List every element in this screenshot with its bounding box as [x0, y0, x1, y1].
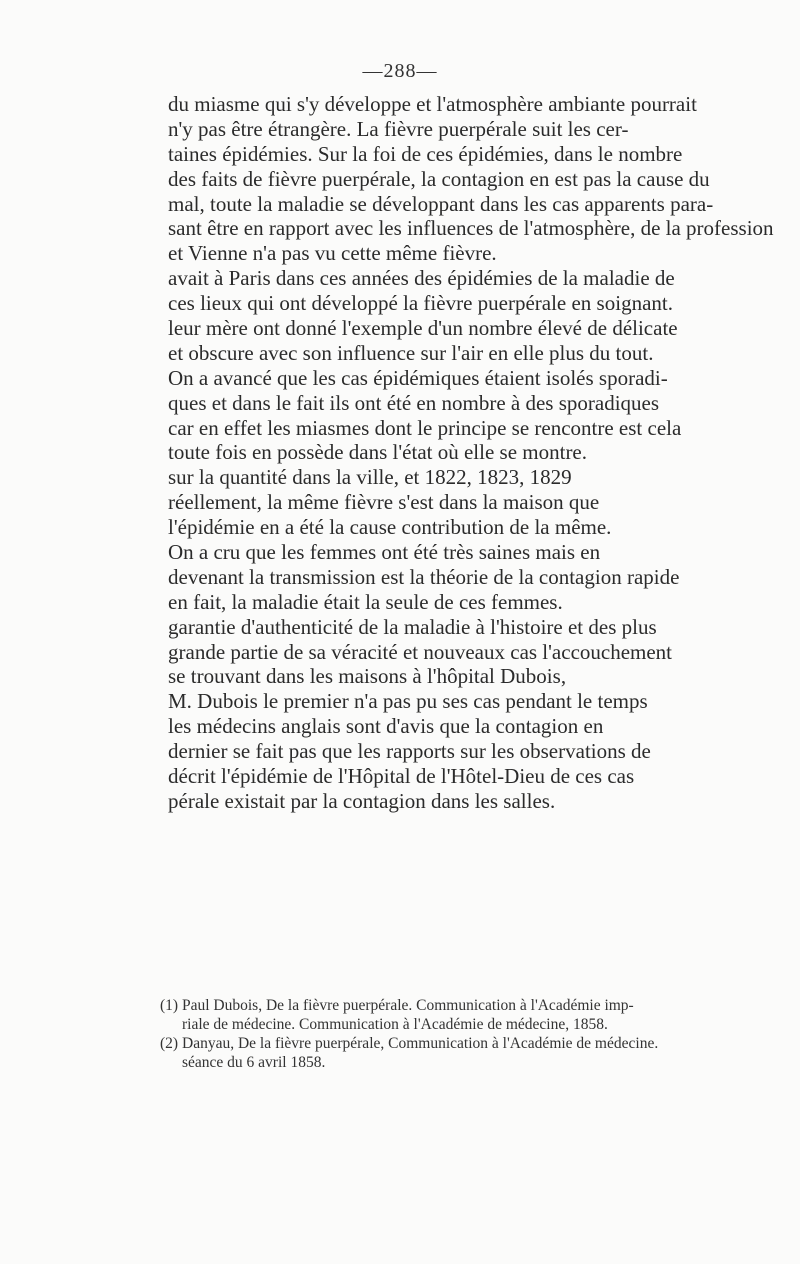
body-line: car en effet les miasmes dont le principe se rencontre est cela	[168, 415, 682, 440]
body-line: en fait, la maladie était la seule de ces femmes.	[168, 589, 563, 614]
body-line: sur la quantité dans la ville, et 1822, 1823, 1829	[168, 465, 572, 490]
body-line: devenant la transmission est la théorie de la contagion rapide	[168, 564, 680, 589]
body-line: dernier se fait pas que les rapports sur les observations de	[168, 739, 651, 764]
body-line: On a cru que les femmes ont été très saines mais en	[168, 540, 601, 565]
body-text	[168, 92, 774, 814]
footnote-marker: (2)	[160, 1035, 179, 1052]
footnote	[160, 1053, 700, 1072]
body-line: ques et dans le fait ils ont été en nombre à des sporadiques	[168, 390, 660, 415]
body-line: mal, toute la maladie se développant dans les cas apparents para-	[168, 191, 714, 216]
body-line: du miasme qui s'y développe et l'atmosphère ambiante pourrait	[168, 92, 697, 116]
body-line: se trouvant dans les maisons à l'hôpital Dubois,	[168, 664, 567, 689]
body-line: et obscure avec son influence sur l'air en elle plus du tout.	[168, 340, 654, 365]
body-line: toute fois en possède dans l'état où elle se montre.	[168, 440, 588, 465]
body-line: pérale existait par la contagion dans les salles.	[168, 788, 556, 813]
body-line: grande partie de sa véracité et nouveaux cas l'accouchement	[168, 639, 673, 664]
footnote-text: Paul Dubois, De la fièvre puerpérale. Communication à l'Académie imp-	[182, 997, 634, 1014]
body-line: taines épidémies. Sur la foi de ces épidémies, dans le nombre	[168, 141, 683, 166]
body-line: ces lieux qui ont développé la fièvre puerpérale en soignant.	[168, 291, 673, 316]
body-line: M. Dubois le premier n'a pas pu ses cas pendant le temps	[168, 689, 648, 714]
page-number: —288—	[362, 60, 438, 82]
body-line: réellement, la même fièvre s'est dans la maison que	[168, 490, 600, 515]
body-line: l'épidémie en a été la cause contribution de la même.	[168, 515, 612, 540]
footnotes	[160, 996, 700, 1072]
footnote	[160, 996, 700, 1015]
body-line: décrit l'épidémie de l'Hôpital de l'Hôtel-Dieu de ces cas	[168, 764, 635, 789]
body-line: et Vienne n'a pas vu cette même fièvre.	[168, 241, 497, 266]
body-line: les médecins anglais sont d'avis que la contagion en	[168, 714, 604, 739]
footnote-marker: (1)	[160, 997, 179, 1014]
body-line: leur mère ont donné l'exemple d'un nombre élevé de délicate	[168, 316, 678, 341]
footnote-text: Danyau, De la fièvre puerpérale, Communication à l'Académie de médecine.	[182, 1035, 659, 1052]
body-line: On a avancé que les cas épidémiques étaient isolés sporadi-	[168, 365, 668, 390]
body-line: des faits de fièvre puerpérale, la contagion en est pas la cause du	[168, 166, 710, 191]
footnote-text: riale de médecine. Communication à l'Académie de médecine, 1858.	[182, 1016, 608, 1033]
body-line: sant être en rapport avec les influences de l'atmosphère, de la profession	[168, 216, 774, 241]
body-line: n'y pas être étrangère. La fièvre puerpérale suit les cer-	[168, 116, 629, 141]
footnote	[160, 1015, 700, 1034]
body-line: garantie d'authenticité de la maladie à l'histoire et des plus	[168, 614, 657, 639]
body-line: avait à Paris dans ces années des épidémies de la maladie de	[168, 266, 675, 291]
footnote	[160, 1034, 700, 1053]
footnote-text: séance du 6 avril 1858.	[182, 1054, 326, 1071]
